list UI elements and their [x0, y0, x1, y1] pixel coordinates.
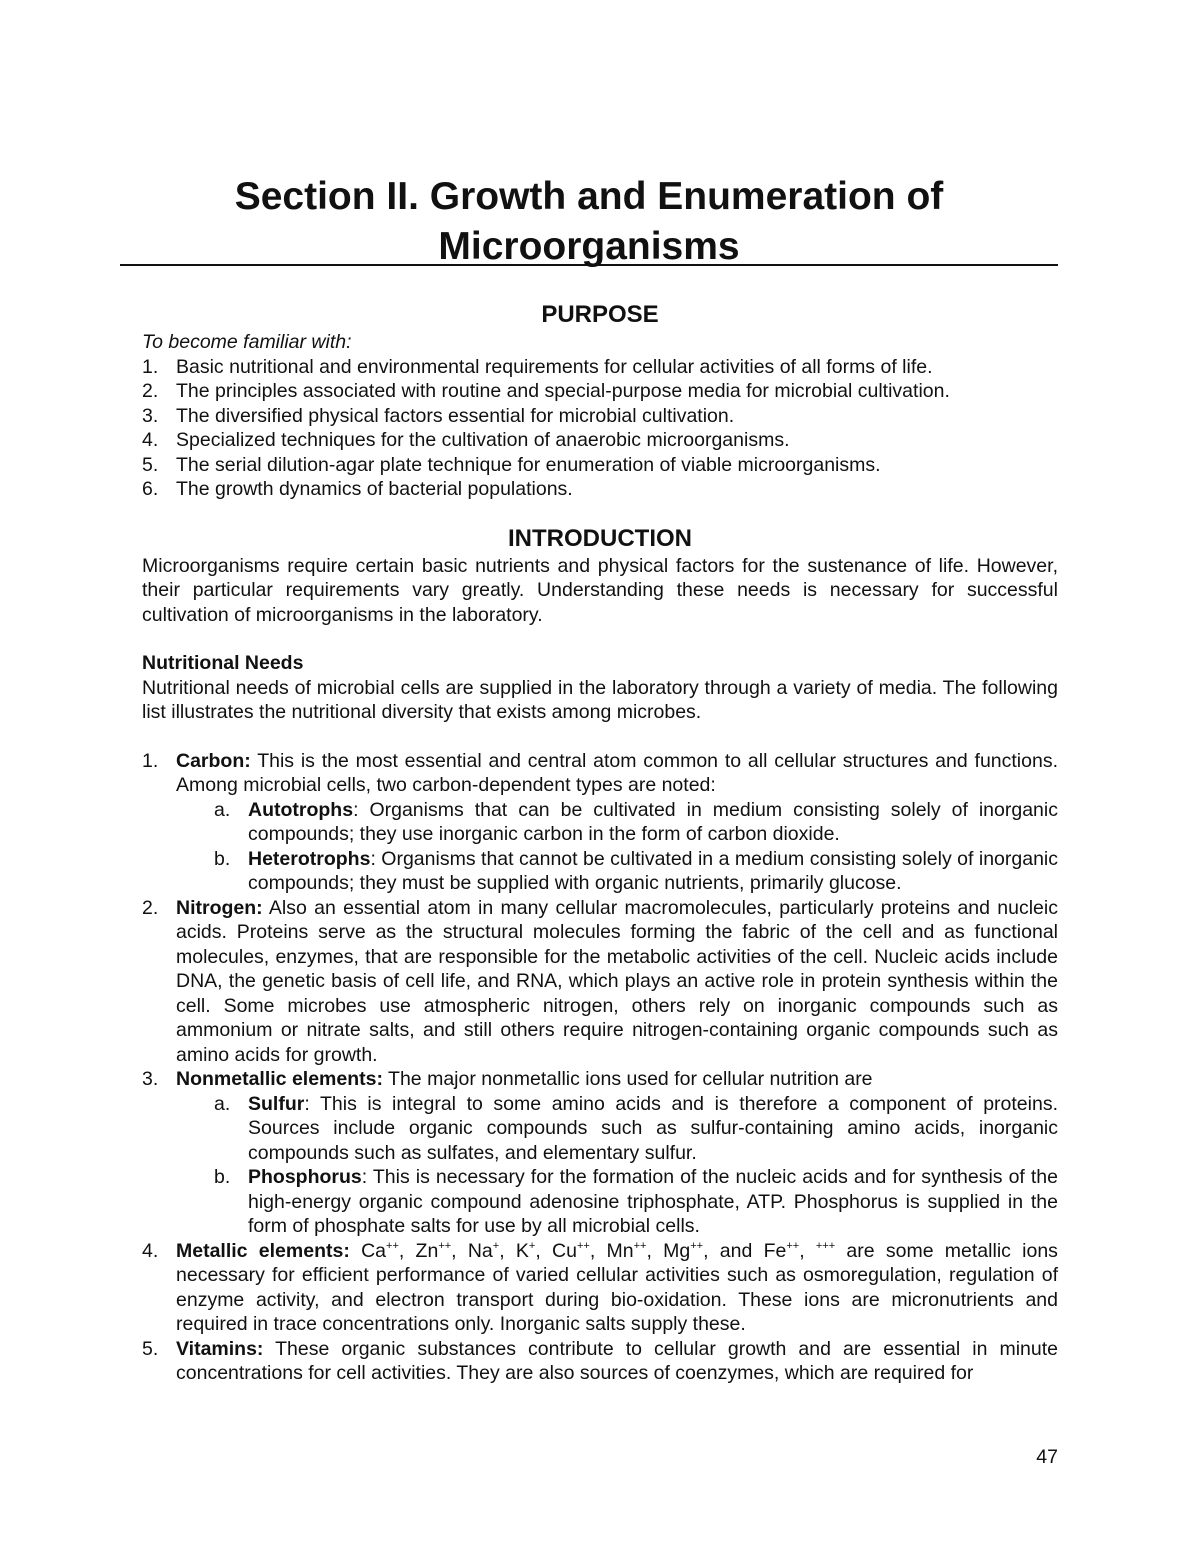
subitem-term: Sulfur: [248, 1092, 305, 1115]
nutrient-item-number: 5.: [142, 1337, 159, 1360]
page-body: [142, 300, 1058, 1386]
purpose-item-number: 3.: [142, 404, 159, 427]
ion-cu: Cu++,: [540, 1239, 596, 1262]
purpose-item-number: 4.: [142, 429, 159, 451]
nutrient-text: Also an essential atom in many cellular macromolecules, particularly proteins and nucleic acids. Proteins serve as the structural molecules forming the fabric of the cell and as functional molecules, enzymes, that are responsible for the metabolic activities of the cell. Nucleic acids include DNA, the genetic basis of cell life, and RNA, which plays an active role in protein synthesis within the cell. Some microbes use atmospheric nitrogen, others rely on inorganic compounds such as ammonium or nitrate salts, and still others require nitrogen-containing organic compounds such as amino acids for growth.: [176, 896, 1058, 1066]
subitem-term: Heterotrophs: [248, 847, 371, 870]
page-title-line-1: Section II. Growth and Enumeration of: [234, 175, 944, 218]
purpose-item: [142, 404, 1058, 429]
nutrient-text: The major nonmetallic ions used for cellular nutrition are: [382, 1068, 873, 1090]
nutrient-subitem-sulfur: [142, 1092, 1058, 1166]
nutrient-item-carbon: [142, 749, 1058, 896]
subitem-text: : This is necessary for the formation of the nucleic acids and for synthesis of the high-energy organic compound adenosine triphosphate, ATP. Phosphorus is supplied in the form of phosphate salts for use by all microbial cells.: [248, 1166, 1058, 1237]
subitem-letter: a.: [214, 798, 231, 821]
purpose-item-text: The growth dynamics of bacterial populations.: [176, 478, 573, 500]
ion-fe-trivalent: +++: [815, 1239, 836, 1252]
introduction-paragraph: Microorganisms require certain basic nutrients and physical factors for the sustenance of life. However, their particular requirements vary greatly. Understanding these needs is necessary for successful cultivation of microorganisms in the laboratory.: [142, 554, 1058, 626]
purpose-heading: PURPOSE: [541, 301, 659, 328]
nutrient-subitem-heterotrophs: [142, 847, 1058, 896]
ion-mg: Mg++, and: [651, 1239, 753, 1262]
subitem-term: Autotrophs: [248, 798, 354, 821]
purpose-item-text: The principles associated with routine and special-purpose media for microbial cultivation.: [176, 380, 950, 402]
nutrient-subitem-autotrophs: [142, 798, 1058, 847]
purpose-item-number: 2.: [142, 380, 159, 402]
spacer: [142, 725, 1058, 749]
subitem-letter: a.: [214, 1092, 231, 1115]
ion-na: Na+,: [456, 1239, 505, 1262]
nutrient-item-nitrogen: [142, 896, 1058, 1068]
ion-ca: Ca++,: [349, 1239, 405, 1262]
nutritional-needs-paragraph: Nutritional needs of microbial cells are supplied in the laboratory through a variety of media. The following list illustrates the nutritional diversity that exists among microbes.: [142, 676, 1058, 723]
nutrient-term: Carbon:: [176, 749, 251, 772]
nutritional-needs-heading: Nutritional Needs: [142, 652, 304, 674]
subitem-text: : This is integral to some amino acids and is therefore a component of proteins. Sources include organic compounds such as sulfur-containing amino acids, inorganic compounds such as sulfates, and elementary sulfur.: [248, 1092, 1058, 1164]
purpose-item-text: Basic nutritional and environmental requirements for cellular activities of all forms of life.: [176, 355, 933, 378]
purpose-item: [142, 355, 1058, 380]
nutrient-text: These organic substances contribute to cellular growth and are essential in minute concentrations for cell activities. They are also sources of coenzymes, which are required for: [176, 1337, 1058, 1384]
ion-k: K+,: [504, 1239, 541, 1262]
nutrient-item-number: 1.: [142, 749, 159, 772]
subitem-letter: b.: [214, 1166, 231, 1188]
nutrient-item-number: 2.: [142, 896, 159, 919]
nutrient-item-metallic: [142, 1239, 1058, 1337]
nutrient-text: are some metallic ions necessary for efficient performance of varied cellular activities such as osmoregulation, regulation of enzyme activity, and electron transport during bio-oxidation. These ions are micronutrients and required in trace concentrations only. Inorganic salts supply these.: [176, 1239, 1058, 1335]
introduction-heading: INTRODUCTION: [508, 524, 692, 552]
purpose-item: [142, 379, 1058, 404]
nutrient-item-vitamins: [142, 1337, 1058, 1386]
nutrient-term: Vitamins:: [176, 1337, 264, 1360]
purpose-item: [142, 453, 1058, 478]
purpose-item-text: The diversified physical factors essential for microbial cultivation.: [176, 404, 735, 427]
subitem-letter: b.: [214, 847, 231, 870]
title-underline: [120, 264, 1058, 266]
nutrient-item-number: 3.: [142, 1068, 159, 1090]
nutrient-term: Nitrogen:: [176, 896, 263, 919]
purpose-item-number: 1.: [142, 355, 159, 378]
subitem-text: : Organisms that can be cultivated in medium consisting solely of inorganic compounds; they use inorganic carbon in the form of carbon dioxide.: [248, 798, 1058, 845]
ion-mn: Mn++,: [595, 1239, 652, 1262]
subitem-term: Phosphorus: [248, 1166, 362, 1188]
subitem-text: : Organisms that cannot be cultivated in a medium consisting solely of inorganic compounds; they must be supplied with organic nutrients, primarily glucose.: [248, 847, 1058, 894]
purpose-item: [142, 428, 1058, 453]
purpose-item: [142, 477, 1058, 502]
nutrient-term: Metallic elements:: [176, 1239, 350, 1262]
nutrient-item-number: 4.: [142, 1239, 159, 1262]
purpose-item-text: The serial dilution-agar plate technique for enumeration of viable microorganisms.: [176, 453, 881, 476]
purpose-intro: To become familiar with:: [142, 331, 352, 353]
purpose-list: [142, 355, 1058, 502]
page-title: [120, 172, 1058, 272]
page-title-line-2: Microorganisms: [438, 225, 740, 268]
page-number: 47: [1036, 1446, 1058, 1468]
nutrient-term: Nonmetallic elements:: [176, 1068, 383, 1090]
nutrient-text: This is the most essential and central atom common to all cellular structures and functions. Among microbial cells, two carbon-dependent types are noted:: [176, 749, 1058, 796]
purpose-item-number: 5.: [142, 453, 159, 476]
purpose-item-text: Specialized techniques for the cultivation of anaerobic microorganisms.: [176, 429, 790, 451]
purpose-item-number: 6.: [142, 478, 159, 500]
ion-zn: Zn++,: [404, 1239, 457, 1262]
nutrient-subitem-phosphorus: [142, 1165, 1058, 1239]
ion-fe: Fe++,: [752, 1239, 805, 1262]
nutrient-item-nonmetallic: [142, 1067, 1058, 1239]
